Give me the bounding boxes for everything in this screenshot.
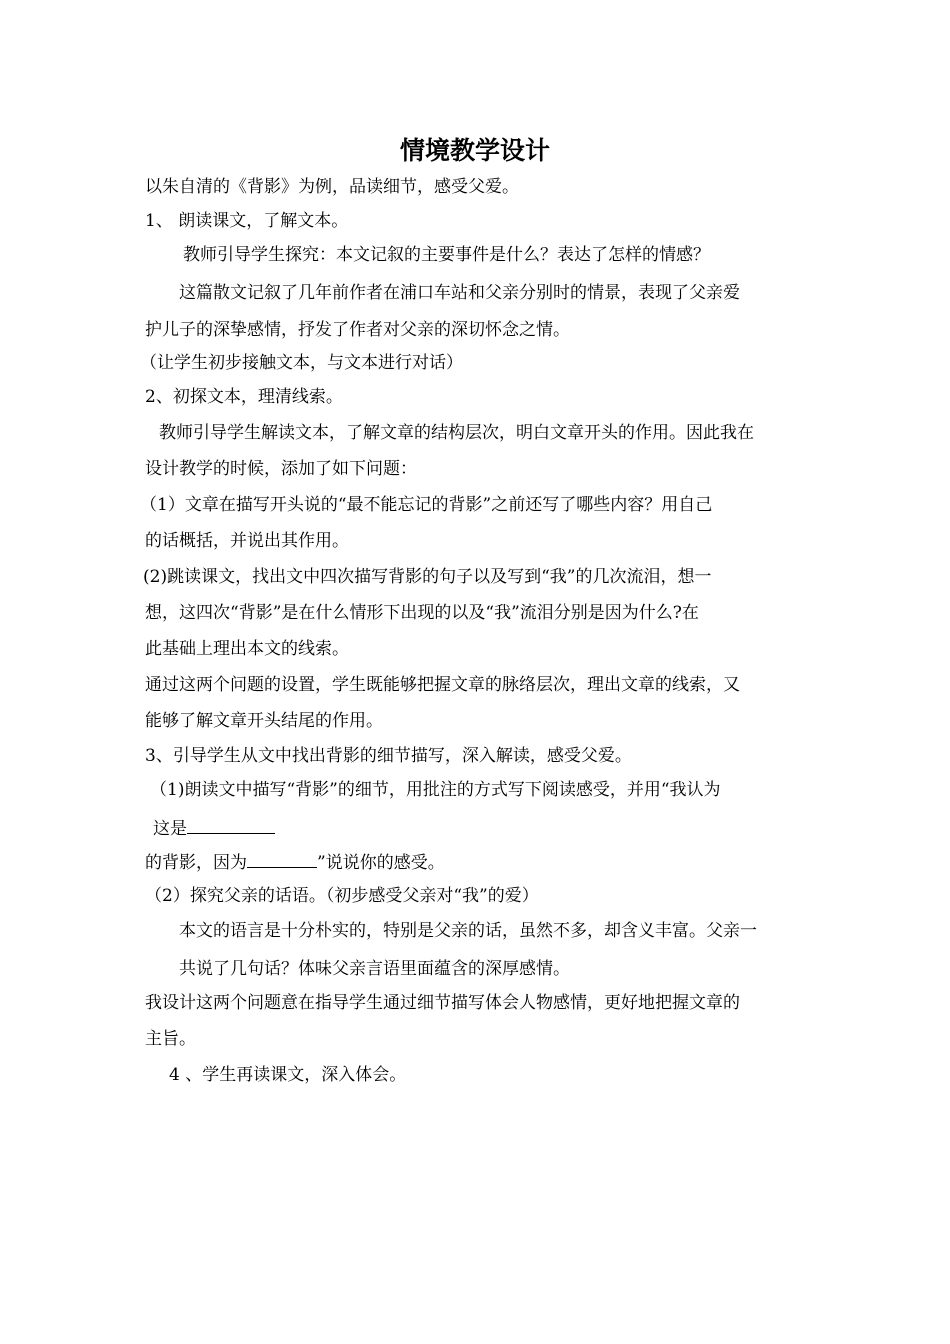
section-2-question-1-line-2: 的话概括，并说出其作用。 [145,531,349,551]
intro-line: 以朱自清的《背影》为例，品读细节，感受父爱。 [145,177,519,197]
section-1-answer-line-2: 护儿子的深挚感情，抒发了作者对父亲的深切怀念之情。 [145,320,570,340]
section-1-answer-line-1: 这篇散文记叙了几年前作者在浦口车站和父亲分别时的情景，表现了父亲爱 [179,283,740,303]
section-2-question-1-line-1: （1）文章在描写开头说的“最不能忘记的背影”之前还写了哪些内容？用自己 [140,495,713,515]
section-2-question-2-line-1: (2)跳读课文，找出文中四次描写背影的句子以及写到“我”的几次流泪，想一 [143,567,712,587]
fill-in-blank-2 [247,849,317,868]
section-1-note: （让学生初步接触文本，与文本进行对话） [140,353,463,373]
section-1-heading: 1、 朗读课文，了解文本。 [145,211,349,231]
section-3-question-1-line-3 [145,849,445,876]
section-2-paragraph-line-1: 教师引导学生解读文本，了解文章的结构层次，明白文章开头的作用。因此我在 [159,423,754,443]
section-3-question-1-line-2 [153,815,275,842]
section-2-summary-line-2: 能够了解文章开头结尾的作用。 [145,711,383,731]
document-title: 情境教学设计 [399,136,550,165]
section-3-question-1-line-1: （1)朗读文中描写“背影”的细节，用批注的方式写下阅读感受，并用“我认为 [150,780,721,800]
section-3-question-1-pre: 的背影，因为 [145,853,247,873]
section-3-summary-line-1: 我设计这两个问题意在指导学生通过细节描写体会人物感情，更好地把握文章的 [145,993,740,1013]
section-2-heading: 2、初探文本，理清线索。 [145,387,343,407]
section-3-question-1-text: 这是 [153,819,187,839]
section-3-question-1-post: ”说说你的感受。 [317,853,445,873]
section-1-question: 教师引导学生探究：本文记叙的主要事件是什么？表达了怎样的情感？ [183,245,710,265]
section-2-question-2-line-3: 此基础上理出本文的线索。 [145,639,349,659]
section-3-heading: 3、引导学生从文中找出背影的细节描写，深入解读，感受父爱。 [145,746,632,766]
section-3-summary-line-2: 主旨。 [145,1029,196,1049]
fill-in-blank-1 [187,815,275,834]
section-2-summary-line-1: 通过这两个问题的设置，学生既能够把握文章的脉络层次，理出文章的线索，又 [145,675,740,695]
section-3-question-2-paragraph-line-1: 本文的语言是十分朴实的，特别是父亲的话，虽然不多，却含义丰富。父亲一 [179,921,757,941]
section-4-heading: 4 、学生再读课文，深入体会。 [169,1065,407,1085]
section-2-question-2-line-2: 想，这四次“背影”是在什么情形下出现的以及“我”流泪分别是因为什么?在 [145,603,699,623]
section-3-question-2-paragraph-line-2: 共说了几句话？体味父亲言语里面蕴含的深厚感情。 [179,959,570,979]
section-2-paragraph-line-2: 设计教学的时候，添加了如下问题： [145,459,417,479]
section-3-question-2: （2）探究父亲的话语。（初步感受父亲对“我”的爱） [145,886,539,906]
